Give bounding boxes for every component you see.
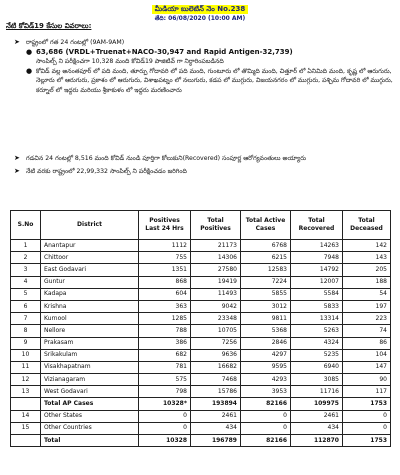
table-cell: 196789 — [191, 435, 241, 447]
table-cell: 117 — [343, 386, 391, 398]
column-header: Total Deceased — [343, 211, 391, 240]
table-cell: Krishna — [41, 300, 139, 312]
table-cell: Nellore — [41, 325, 139, 337]
table-cell — [11, 398, 41, 410]
table-cell: 5263 — [291, 325, 343, 337]
table-cell: 205 — [343, 264, 391, 276]
bullet-list-1 — [14, 38, 394, 96]
table-cell: 9 — [11, 337, 41, 349]
table-cell: 0 — [241, 410, 291, 422]
table-cell: 13 — [11, 386, 41, 398]
bullet-dot-icon: ● — [26, 66, 33, 75]
bullet-dot-icon: ● — [26, 47, 33, 56]
table-cell: 11493 — [191, 288, 241, 300]
table-cell: Kurnool — [41, 313, 139, 325]
table-cell: 363 — [139, 300, 191, 312]
table-row — [11, 337, 391, 349]
table-cell: 7468 — [191, 374, 241, 386]
table-cell: 10328* — [139, 398, 191, 410]
table-cell: 5235 — [291, 349, 343, 361]
table-cell: 868 — [139, 276, 191, 288]
table-cell: Srikakulam — [41, 349, 139, 361]
table-cell: 1351 — [139, 264, 191, 276]
table-cell: Visakhapatnam — [41, 361, 139, 373]
table-cell: 0 — [343, 410, 391, 422]
table-cell: 15 — [11, 422, 41, 434]
table-cell: 23348 — [191, 313, 241, 325]
table-row — [11, 276, 391, 288]
table-cell: 14792 — [291, 264, 343, 276]
table-cell: Kadapa — [41, 288, 139, 300]
deaths-text: కోవిడ్ వల్ల అనంతపూర్ లో పది మంది, తూర్పు గోదావరి లో పది మంది, గుంటూరు లో తొమ్మిది మంది, చిత్తూర్ లో ఏనిమిది మంది, కృష్ణ లో ఆరుగురు, నెల్లూరు లో ఆరుగురు, ప్రకాశం లో ఆరుగురు, విశాఖపట్నం లో నలుగురు, కడప లో ముగ్గురు, విజయనగరం లో ముగ్గురు, పశ్చిమ గోదావరి లో ముగ్గురు, కర్నూల్ లో ఇద్దరు మరియు శ్రీకాకుళం లో ఇద్దరు మరణించారు — [36, 67, 393, 94]
table-cell: 7 — [11, 313, 41, 325]
column-header: Total Recovered — [291, 211, 343, 240]
table-cell: 12583 — [241, 264, 291, 276]
table-cell: 2461 — [291, 410, 343, 422]
table-cell: 6215 — [241, 252, 291, 264]
table-row — [11, 240, 391, 252]
table-cell: 143 — [343, 252, 391, 264]
table-cell: 604 — [139, 288, 191, 300]
table-header-row — [11, 211, 391, 240]
table-cell: 6 — [11, 300, 41, 312]
sub-bullet-item — [14, 67, 394, 96]
table-cell: 74 — [343, 325, 391, 337]
table-cell: 2461 — [191, 410, 241, 422]
table-cell: 11716 — [291, 386, 343, 398]
column-header: Total Active Cases — [241, 211, 291, 240]
table-cell: 755 — [139, 252, 191, 264]
table-cell: Total AP Cases — [41, 398, 139, 410]
sub-bullet-item — [14, 48, 394, 58]
table-cell: 10328 — [139, 435, 191, 447]
table-cell: 1285 — [139, 313, 191, 325]
table-cell: 90 — [343, 374, 391, 386]
table-cell: 223 — [343, 313, 391, 325]
table-row — [11, 386, 391, 398]
table-cell: 0 — [139, 422, 191, 434]
samples-tested-text: 63,686 (VRDL+Truenat+NACO-30,947 and Rapid Antigen-32,739) — [36, 47, 293, 56]
table-cell: 82166 — [241, 435, 291, 447]
table-cell: 2 — [11, 252, 41, 264]
table-cell: 82166 — [241, 398, 291, 410]
bullet-item — [14, 154, 394, 164]
table-cell: 9811 — [241, 313, 291, 325]
table-cell: 5368 — [241, 325, 291, 337]
table-cell — [11, 435, 41, 447]
table-cell: 14 — [11, 410, 41, 422]
column-header: District — [41, 211, 139, 240]
table-cell: 0 — [343, 422, 391, 434]
table-cell: 3 — [11, 264, 41, 276]
table-cell: 7224 — [241, 276, 291, 288]
table-cell: 781 — [139, 361, 191, 373]
table-cell: 12007 — [291, 276, 343, 288]
table-cell: West Godavari — [41, 386, 139, 398]
table-cell: Other States — [41, 410, 139, 422]
table-row — [11, 435, 391, 447]
table-cell: 6940 — [291, 361, 343, 373]
table-cell: 13314 — [291, 313, 343, 325]
table-cell: 386 — [139, 337, 191, 349]
total-samples-text: నేటి వరకు రాష్ట్రంలో 22,99,332 సాంపిల్స్ ని పరీక్షించడం జరిగింది — [26, 167, 187, 175]
bullet-item — [14, 38, 394, 48]
bullet-arrow-icon: ➤ — [14, 154, 20, 162]
table-cell: 4 — [11, 276, 41, 288]
table-cell: 5833 — [291, 300, 343, 312]
table-cell: 12 — [11, 374, 41, 386]
bullet-item — [14, 167, 394, 177]
district-cases-table — [10, 210, 391, 447]
table-cell: 109975 — [291, 398, 343, 410]
table-cell: 5584 — [291, 288, 343, 300]
table-cell: 434 — [291, 422, 343, 434]
table-cell: 188 — [343, 276, 391, 288]
table-cell: 21173 — [191, 240, 241, 252]
table-cell: 4293 — [241, 374, 291, 386]
table-cell: 5 — [11, 288, 41, 300]
table-row — [11, 313, 391, 325]
table-cell: 0 — [241, 422, 291, 434]
table-cell: 9636 — [191, 349, 241, 361]
table-cell: 112870 — [291, 435, 343, 447]
table-cell: Prakasam — [41, 337, 139, 349]
table-cell: 434 — [191, 422, 241, 434]
table-cell: 14263 — [291, 240, 343, 252]
table-cell: 1 — [11, 240, 41, 252]
table-cell: 2846 — [241, 337, 291, 349]
table-cell: Total — [41, 435, 139, 447]
table-cell: 16682 — [191, 361, 241, 373]
table-row — [11, 349, 391, 361]
table-cell: 3085 — [291, 374, 343, 386]
table-cell: 10 — [11, 349, 41, 361]
recovered-text: గడచిన 24 గంటల్లో 8,516 మంది కోవిడ్ నుండి పూర్తిగా కోలుకుని(Recovered) సంపూర్ణ ఆరోగ్యవంతులు అయ్యారు — [26, 155, 307, 162]
table-cell: 197 — [343, 300, 391, 312]
table-cell: 86 — [343, 337, 391, 349]
table-row — [11, 361, 391, 373]
table-cell: 4324 — [291, 337, 343, 349]
table-cell: 19419 — [191, 276, 241, 288]
table-cell: East Godavari — [41, 264, 139, 276]
table-cell: 4297 — [241, 349, 291, 361]
table-cell: 7256 — [191, 337, 241, 349]
table-cell: 6768 — [241, 240, 291, 252]
table-cell: 575 — [139, 374, 191, 386]
table-cell: 8 — [11, 325, 41, 337]
table-cell: 104 — [343, 349, 391, 361]
table-row — [11, 410, 391, 422]
table-cell: 1753 — [343, 398, 391, 410]
table-row — [11, 300, 391, 312]
bullet-arrow-icon: ➤ — [14, 166, 20, 175]
column-header: Positives Last 24 Hrs — [139, 211, 191, 240]
positives-text: సాంపిల్స్ ని పరీక్షించగా 10,328 మంది కోవిడ్19 పాజిటివ్ గా నిర్ధారింపబడినది — [36, 58, 224, 66]
table-cell: 11 — [11, 361, 41, 373]
table-row — [11, 288, 391, 300]
table-row — [11, 264, 391, 276]
table-cell: Other Countries — [41, 422, 139, 434]
table-cell: 682 — [139, 349, 191, 361]
bullet-list-2 — [14, 154, 394, 176]
table-row — [11, 374, 391, 386]
table-cell: 788 — [139, 325, 191, 337]
table-cell: 1753 — [343, 435, 391, 447]
table-cell: 1112 — [139, 240, 191, 252]
table-cell: Anantapur — [41, 240, 139, 252]
table-cell: 10705 — [191, 325, 241, 337]
table-cell: 7948 — [291, 252, 343, 264]
table-cell: 3953 — [241, 386, 291, 398]
table-cell: 193894 — [191, 398, 241, 410]
table-cell: 15786 — [191, 386, 241, 398]
bulletin-header — [0, 0, 400, 23]
table-cell: 5855 — [241, 288, 291, 300]
sub-bullet-item — [14, 57, 394, 67]
table-cell: 3012 — [241, 300, 291, 312]
table-row — [11, 422, 391, 434]
table-row — [11, 398, 391, 410]
table-cell: 798 — [139, 386, 191, 398]
table-cell: Guntur — [41, 276, 139, 288]
table-cell: 54 — [343, 288, 391, 300]
bullet-arrow-icon: ➤ — [14, 38, 20, 46]
column-header: S.No — [11, 211, 41, 240]
table-cell: 0 — [139, 410, 191, 422]
table-cell: Chittoor — [41, 252, 139, 264]
bulletin-number: మీడియా బులెటిన్ నెం No.238 — [152, 5, 249, 14]
column-header: Total Positives — [191, 211, 241, 240]
table-cell: 142 — [343, 240, 391, 252]
table-cell: 14306 — [191, 252, 241, 264]
section-title: నేటి కోవిడ్19 కేసుల వివరాలు: — [6, 22, 92, 30]
bullet-text: రాష్ట్రంలో గత 24 గంటల్లో (9AM-9AM) — [26, 39, 125, 46]
table-cell: Vizianagaram — [41, 374, 139, 386]
table-cell: 147 — [343, 361, 391, 373]
table-cell: 9042 — [191, 300, 241, 312]
table-row — [11, 325, 391, 337]
bulletin-date: తేది: 06/08/2020 (10:00 AM) — [154, 15, 246, 22]
table-row — [11, 252, 391, 264]
table-cell: 27580 — [191, 264, 241, 276]
table-cell: 9595 — [241, 361, 291, 373]
